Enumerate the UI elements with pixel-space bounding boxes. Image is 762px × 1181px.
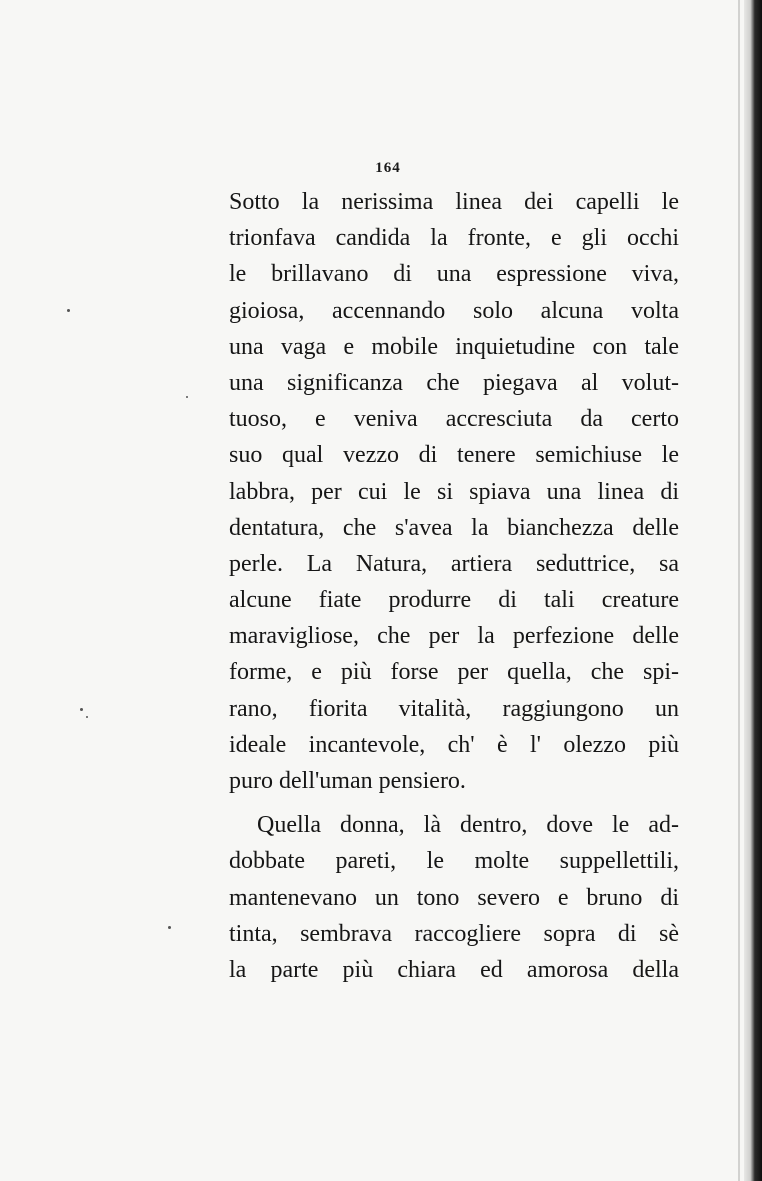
text-line: ideale incantevole, ch' è l' olezzo più [229,731,679,758]
text-line: forme, e più forse per quella, che spi- [229,659,679,686]
text-line: dobbate pareti, le molte suppellettili, [229,848,679,875]
text-line: puro dell'uman pensiero. [229,768,466,794]
text-line: alcune fiate produrre di tali creature [229,587,679,614]
paragraph [229,184,679,799]
paper-speck [67,309,70,312]
text-line: tuoso, e veniva accresciuta da certo [229,406,679,433]
text-line: la parte più chiara ed amorosa della [229,956,679,983]
page-number: 164 [375,160,401,176]
text-line: suo qual vezzo di tenere semichiuse le [229,442,679,469]
text-line: labbra, per cui le si spiava una linea di [229,478,679,505]
text-line: una vaga e mobile inquietudine con tale [229,333,679,360]
page-edge-shadow [738,0,740,1181]
body-text [229,184,679,988]
text-line: gioiosa, accennando solo alcuna volta [229,297,679,324]
text-line: mantenevano un tono severo e bruno di [229,884,679,911]
page-binding-edge [744,0,762,1181]
text-line: dentatura, che s'avea la bianchezza delle [229,514,679,541]
paragraph-gap [229,799,679,807]
paragraph [229,807,679,988]
text-line: tinta, sembrava raccogliere sopra di sè [229,920,679,947]
paper-speck [86,716,88,718]
text-line: una significanza che piegava al volut- [229,369,679,396]
text-line: perle. La Natura, artiera seduttrice, sa [229,550,679,577]
paper-speck [80,708,83,711]
paper-speck [168,926,171,929]
text-line: Sotto la nerissima linea dei capelli le [229,189,679,215]
paper-speck [186,396,188,398]
text-line: trionfava candida la fronte, e gli occhi [229,225,679,252]
text-line: rano, fiorita vitalità, raggiungono un [229,695,679,722]
text-line: maravigliose, che per la perfezione delle [229,623,679,650]
text-line: Quella donna, là dentro, dove le ad- [257,812,679,839]
text-line: le brillavano di una espressione viva, [229,261,679,288]
